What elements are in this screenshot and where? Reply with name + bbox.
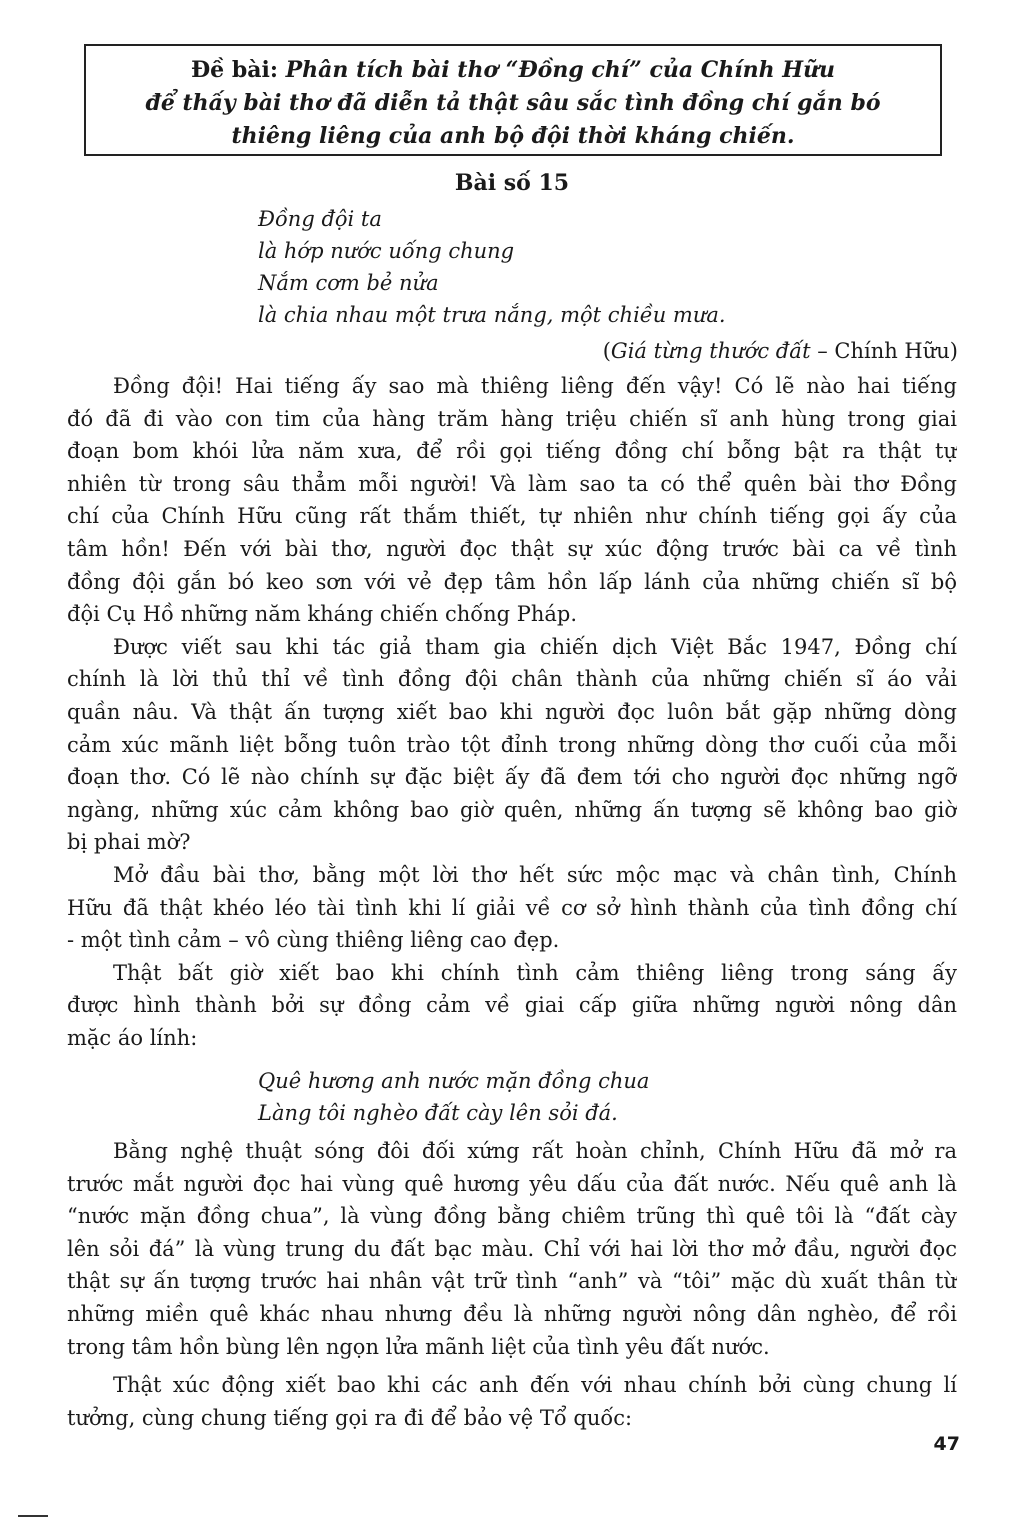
text-line: trước mắt người đọc hai vùng quê hương yêu dấu của đất nước. Nếu quê anh là — [67, 1171, 957, 1196]
paragraph — [67, 1369, 957, 1434]
text-line: đồng đội gắn bó keo sơn với vẻ đẹp tâm hồn lấp lánh của những chiến sĩ bộ — [67, 569, 957, 594]
text-line: tưởng, cùng chung tiếng gọi ra đi để bảo vệ Tổ quốc: — [67, 1405, 633, 1430]
source-author: – Chính Hữu) — [810, 339, 958, 363]
epigraph-poem — [258, 203, 726, 331]
assignment-title-text: Phân tích bài thơ “Đồng chí” của Chính Hữu — [285, 57, 836, 83]
assignment-title-line-1 — [106, 54, 920, 87]
verse-line: Quê hương anh nước mặn đồng chua — [258, 1069, 650, 1093]
text-line: Đồng đội! Hai tiếng ấy sao mà thiêng liêng đến vậy! Có lẽ nào hai tiếng — [113, 374, 957, 398]
text-line: đoạn bom khói lửa năm xưa, để rồi gọi tiếng đồng chí bỗng bật ra thật tự — [67, 439, 957, 464]
text-line: - một tình cảm – vô cùng thiêng liêng cao đẹp. — [67, 928, 560, 953]
assignment-title-box — [84, 44, 942, 156]
text-line: đoạn thơ. Có lẽ nào chính sự đặc biệt ấy đã đem tới cho người đọc những ngỡ — [67, 765, 957, 790]
paragraph — [67, 370, 957, 631]
assignment-title-line-2: để thấy bài thơ đã diễn tả thật sâu sắc tình đồng chí gắn bó — [145, 90, 881, 116]
text-line: đó đã đi vào con tim của hàng trăm hàng triệu chiến sĩ anh hùng trong giai — [67, 406, 957, 431]
text-line: Được viết sau khi tác giả tham gia chiến dịch Việt Bắc 1947, Đồng chí — [113, 634, 957, 659]
text-line: ngàng, những xúc cảm không bao giờ quên, những ấn tượng sẽ không bao giờ — [67, 797, 957, 822]
epigraph-line: Nắm cơm bẻ nửa — [258, 271, 439, 295]
text-line: lên sỏi đá” là vùng trung du đất bạc màu. Chỉ với hai lời thơ mở đầu, người đọc — [67, 1236, 957, 1261]
paragraph — [67, 859, 957, 957]
text-line: cảm xúc mãnh liệt bỗng tuôn trào tột đỉnh trong những dòng thơ cuối của mỗi — [67, 732, 957, 757]
text-line: được hình thành bởi sự đồng cảm về giai cấp giữa những người nông dân — [67, 993, 957, 1018]
lesson-number: Bài số 15 — [454, 170, 570, 196]
verse-line: Làng tôi nghèo đất cày lên sỏi đá. — [258, 1101, 618, 1125]
text-line: “nước mặn đồng chua”, là vùng đồng bằng chiêm trũng thì quê tôi là “đất cày — [67, 1204, 957, 1229]
text-line: Bằng nghệ thuật sóng đôi đối xứng rất hoàn chỉnh, Chính Hữu đã mở ra — [113, 1139, 957, 1163]
text-line: tâm hồn! Đến với bài thơ, người đọc thật sự xúc động trước bài ca về tình — [67, 536, 957, 561]
paragraph — [67, 957, 957, 1055]
epigraph-line: Đồng đội ta — [258, 207, 382, 231]
text-line: thật sự ấn tượng trước hai nhân vật trữ tình “anh” và “tôi” mặc dù xuất thân từ — [67, 1269, 957, 1294]
text-line: Thật bất giờ xiết bao khi chính tình cảm thiêng liêng trong sáng ấy — [113, 960, 957, 985]
bottom-rule — [18, 1515, 48, 1517]
text-line: quần nâu. Và thật ấn tượng xiết bao khi người đọc luôn bắt gặp những dòng — [67, 699, 957, 724]
text-line: bị phai mờ? — [67, 830, 191, 855]
text-line: trong tâm hồn bùng lên ngọn lửa mãnh liệt của tình yêu đất nước. — [67, 1334, 770, 1359]
quoted-verse — [258, 1065, 649, 1129]
essay-body-part-2 — [67, 1135, 957, 1434]
paragraph — [67, 631, 957, 859]
source-work-title: Giá từng thước đất — [610, 339, 811, 363]
text-line: Thật xúc động xiết bao khi các anh đến với nhau chính bởi cùng chung lí — [113, 1373, 957, 1398]
text-line: nhiên từ trong sâu thẳm mỗi người! Và làm sao ta có thể quên bài thơ Đồng — [67, 471, 957, 496]
text-line: chính là lời thủ thỉ về tình đồng đội chân thành của những chiến sĩ áo vải — [67, 667, 957, 692]
text-line: đội Cụ Hồ những năm kháng chiến chống Pháp. — [67, 602, 578, 627]
page-number: 47 — [933, 1433, 960, 1455]
epigraph-line: là hớp nước uống chung — [258, 239, 515, 263]
epigraph-line: là chia nhau một trưa nắng, một chiều mưa. — [258, 303, 726, 327]
assignment-title-line-3: thiêng liêng của anh bộ đội thời kháng chiến. — [231, 123, 795, 149]
source-open: ( — [602, 339, 611, 363]
epigraph-source — [603, 335, 958, 367]
essay-body-part-1 — [67, 370, 957, 1054]
paragraph — [67, 1135, 957, 1363]
text-line: chí của Chính Hữu cũng rất thắm thiết, tự nhiên như chính tiếng gọi ấy của — [67, 504, 957, 529]
text-line: mặc áo lính: — [67, 1025, 198, 1050]
assignment-lead-label: Đề bài: — [190, 57, 278, 83]
text-line: Hữu đã thật khéo léo tài tình khi lí giải về cơ sở hình thành của tình đồng chí — [67, 895, 957, 920]
text-line: những miền quê khác nhau nhưng đều là những người nông dân nghèo, để rồi — [67, 1301, 957, 1326]
text-line: Mở đầu bài thơ, bằng một lời thơ hết sức mộc mạc và chân tình, Chính — [113, 862, 957, 887]
